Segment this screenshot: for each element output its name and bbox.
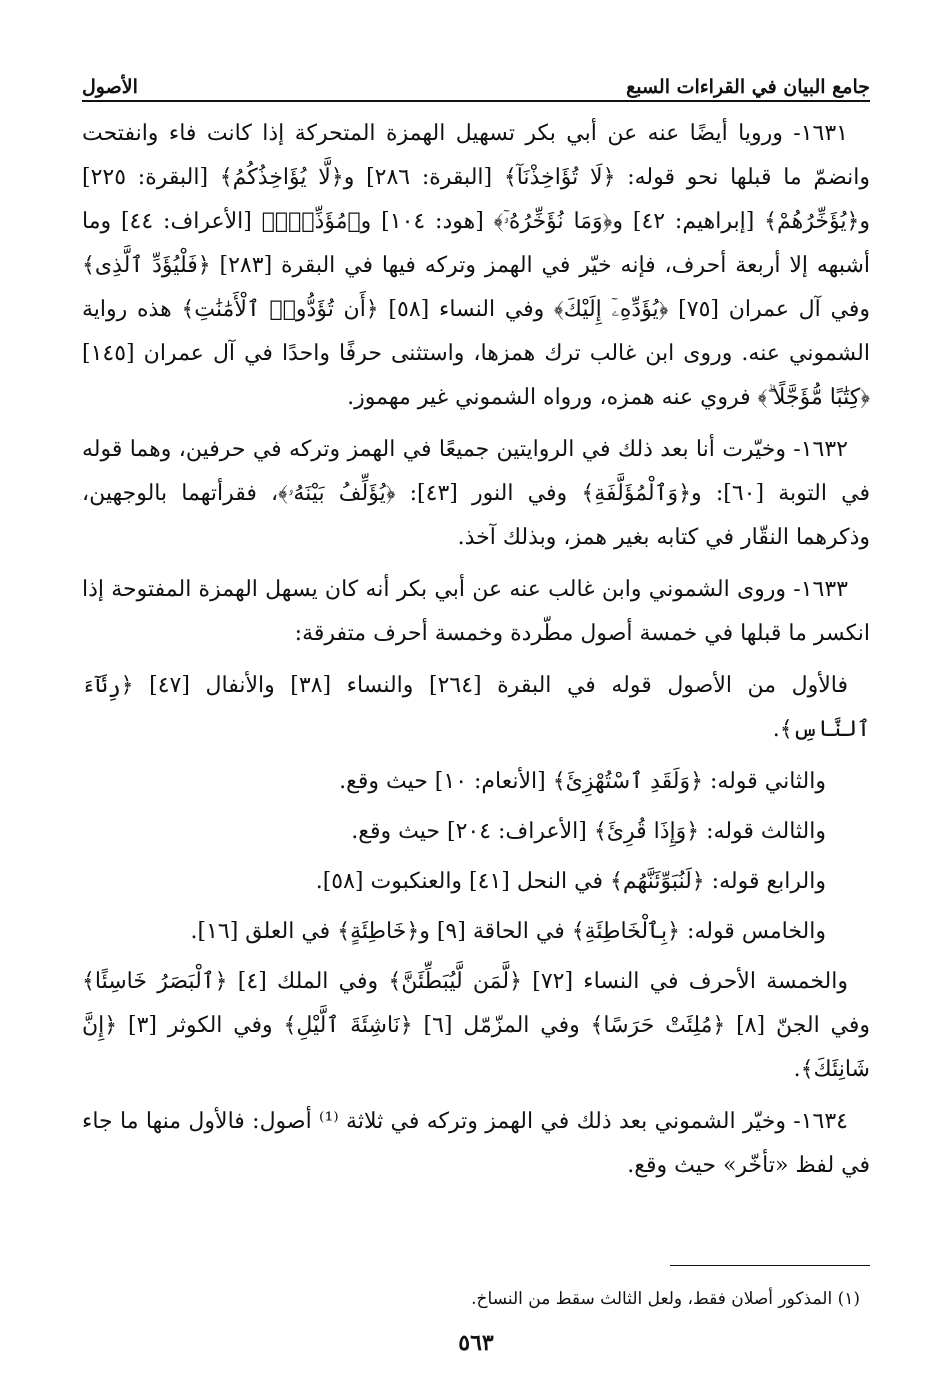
- running-header: [82, 58, 870, 98]
- paragraph-1633: ١٦٣٣- وروى الشموني وابن غالب عنه عن أبي بكر أنه كان يسهل الهمزة المفتوحة إذا انكسر ما قبلها في خمسة أصول مطّردة وخمسة أحرف متفرقة:: [82, 577, 870, 646]
- list-item-fourth: والرابع قوله: ﴿لَنُبَوِّئَنَّهُم﴾ في النحل [٤١] والعنكبوت [٥٨].: [315, 869, 826, 894]
- paragraph-1632: ١٦٣٢- وخيّرت أنا بعد ذلك في الروايتين جميعًا في الهمز وتركه في حرفين، وهما قوله في التوبة [٦٠]: و﴿وَٱلْمُؤَلَّفَةِ﴾ وفي النور [٤٣]: ﴿يُؤَلِّفُ بَيْنَهُۥ﴾، فقرأتهما بالوجهين، وذكرهما النقّار في كتابه بغير همز، وبذلك آخذ.: [82, 437, 870, 550]
- book-title: جامع البيان في القراءات السبع: [626, 76, 870, 98]
- main-text: [82, 112, 870, 1196]
- paragraph-1634: ١٦٣٤- وخيّر الشموني بعد ذلك في الهمز وتركه في ثلاثة ⁽¹⁾ أصول: فالأول منها ما جاء في لفظ «تأخّر» حيث وقع.: [82, 1109, 870, 1178]
- header-rule: [82, 100, 870, 102]
- page-number: ٥٦٣: [458, 1330, 494, 1356]
- section-title: الأصول: [82, 76, 138, 98]
- paragraph-five-letters: والخمسة الأحرف في النساء [٧٢] ﴿لَّمَن لَّيُبَطِّئَنَّ﴾ وفي الملك [٤] ﴿ٱلْبَصَرُ خَاسِئًا﴾ وفي الجنّ [٨] ﴿مُلِئَتْ حَرَسًا﴾ وفي المزّمّل [٦] ﴿نَاشِئَةَ ٱلَّيْلِ﴾ وفي الكوثر [٣] ﴿إِنَّ شَانِئَكَ﴾.: [82, 969, 870, 1082]
- list-item-third: والثالث قوله: ﴿وَإِذَا قُرِئَ﴾ [الأعراف: ٢٠٤] حيث وقع.: [351, 819, 826, 844]
- paragraph-1631: ١٦٣١- ورويا أيضًا عنه عن أبي بكر تسهيل الهمزة المتحركة إذا كانت فاء وانفتحت وانضمّ ما قبلها نحو قوله: ﴿لَا تُؤَاخِذْنَآ﴾ [البقرة: ٢٨٦] و﴿لَّا يُؤَاخِذُكُمُ﴾ [البقرة: ٢٢٥] و﴿يُؤَخِّرُهُمْ﴾ [إبراهيم: ٤٢] و﴿وَمَا نُؤَخِّرُهُۥٓ﴾ [هود: ١٠٤] و﴿مُؤَذِّنٌۢ﴾ [الأعراف: ٤٤] وما أشبهه إلا أربعة أحرف، فإنه خيّر في الهمز وتركه فيها في البقرة [٢٨٣] ﴿فَلْيُؤَدِّ ٱلَّذِى﴾ وفي آل عمران [٧٥] ﴿يُؤَدِّهِۦٓ إِلَيْكَ﴾ وفي النساء [٥٨] ﴿أَن تُؤَدُّوا۟ ٱلْأَمَٰنَٰتِ﴾ هذه رواية الشموني عنه. وروى ابن غالب ترك همزها، واستثنى حرفًا واحدًا في آل عمران [١٤٥] ﴿كِتَٰبًا مُّؤَجَّلًا ۗ﴾ فروي عنه همزه، ورواه الشموني غير مهموز.: [82, 121, 871, 410]
- list-item-fifth: والخامس قوله: ﴿بِٱلْخَاطِئَةِ﴾ في الحاقة [٩] و﴿خَاطِئَةٍ﴾ في العلق [١٦].: [190, 919, 826, 944]
- list-item-second: والثاني قوله: ﴿وَلَقَدِ ٱسْتُهْزِئَ﴾ [الأنعام: ١٠] حيث وقع.: [339, 769, 826, 794]
- paragraph-first-principle: فالأول من الأصول قوله في البقرة [٢٦٤] والنساء [٣٨] والأنفال [٤٧] ﴿رِئَآءَ ٱلنَّاسِ﴾.: [82, 673, 870, 742]
- footnote-rule: [670, 1265, 870, 1266]
- footnote: (١) المذكور أصلان فقط، ولعل الثالث سقط من النساخ.: [471, 1289, 860, 1309]
